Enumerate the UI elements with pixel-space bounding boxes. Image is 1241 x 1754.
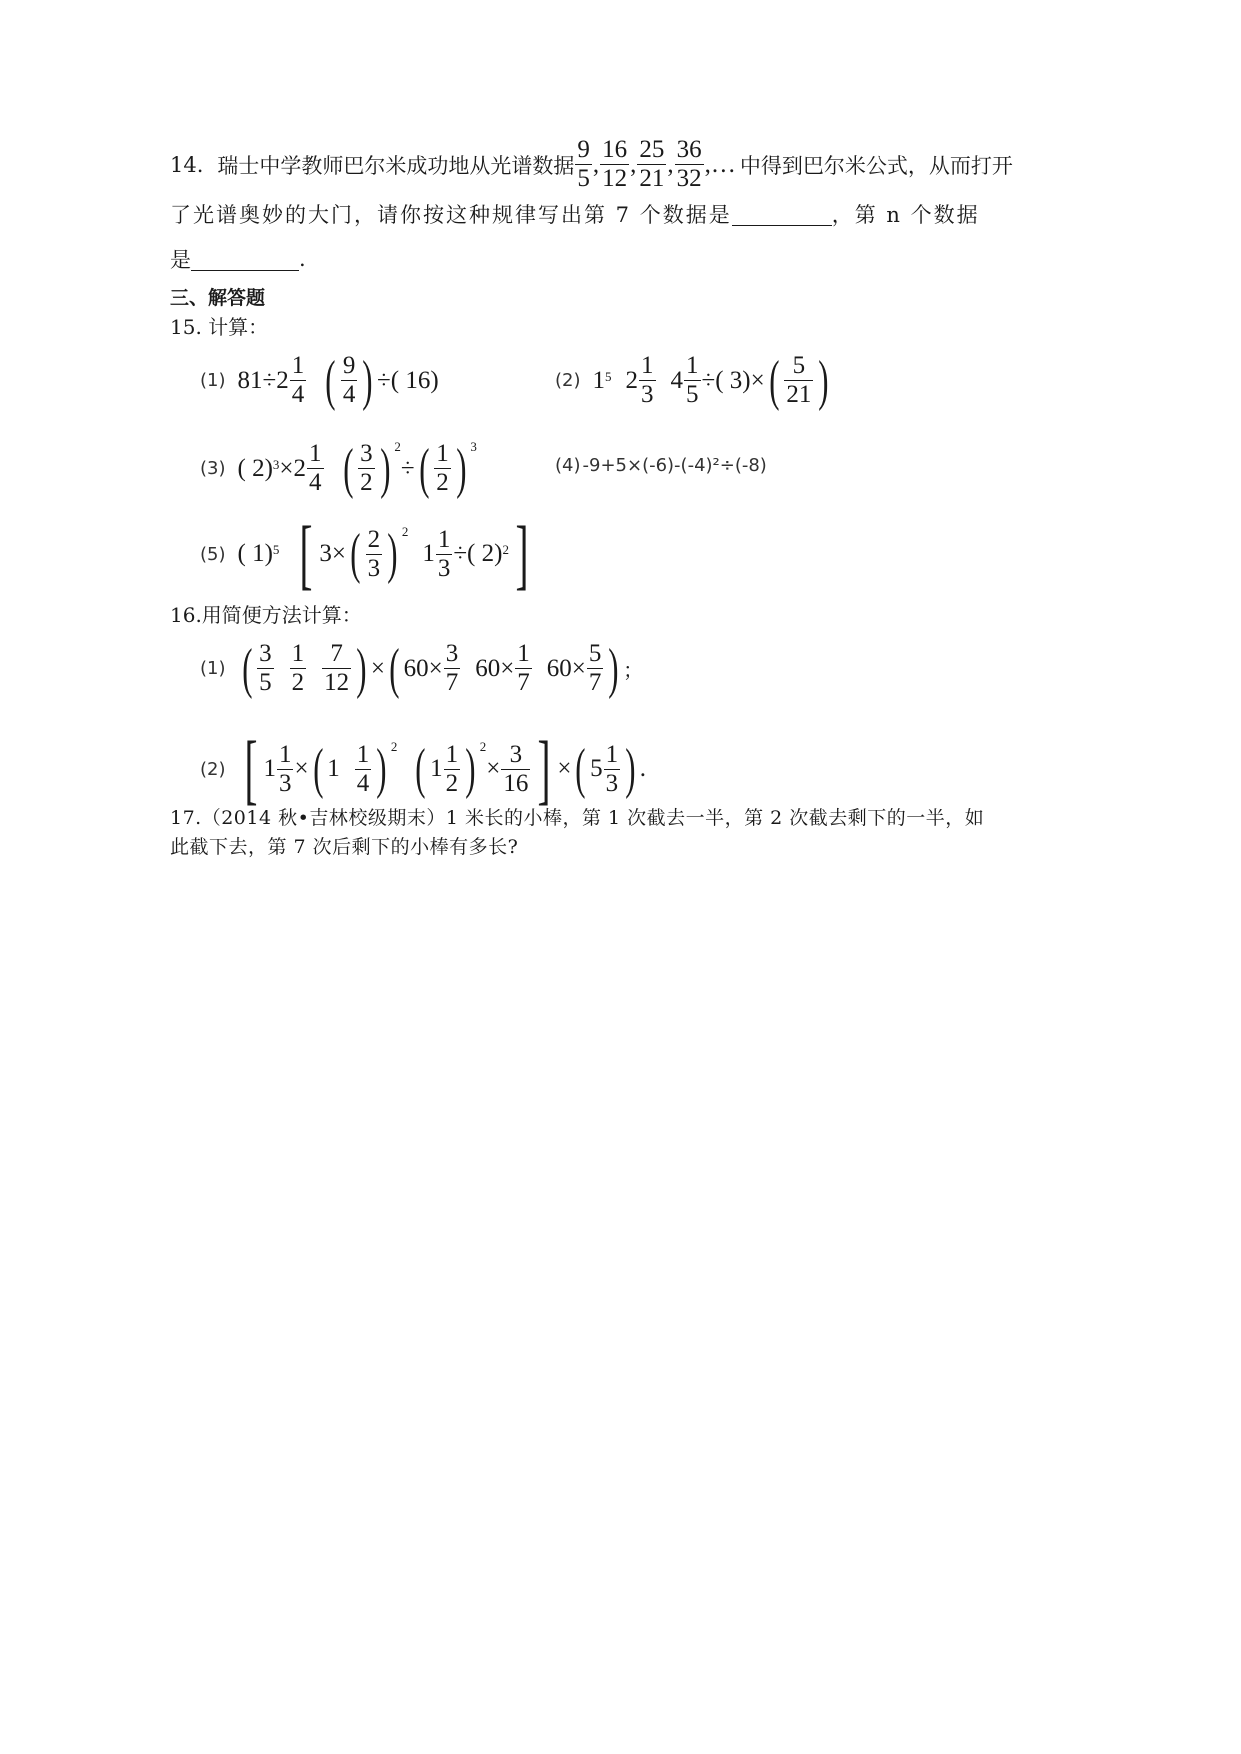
q15-part2: (2) 1 5 2 $\frac{1}{3}$ 4 $\frac{1}{5}$ ÷( 3)× ( $\frac{5}{21}$ ) (555, 349, 829, 412)
q17-line2: 此截下去，第 7 次后剩下的小棒有多长? (170, 836, 519, 858)
q16p1-frac-e: $\frac{1}{7}$ (517, 640, 530, 696)
q16p2-frac-c: $\frac{1}{2}$ (445, 740, 459, 797)
q15-part1: (1) 81÷2 $\frac{1}{4}$ ( $\frac{9}{4}$ ) ÷( 16) (200, 349, 439, 412)
q16-part1: (1) ( $\frac{3}{5}$ $\frac{1}{2}$ $\frac{7}{12}$ ) × ( 60× $\frac{3}{7}$ 60× $\frac{1}{7}$ 60× $\frac{5}{7}$ ) ； (200, 637, 644, 700)
q15p3-frac-a: $\frac{1}{4}$ (309, 440, 322, 496)
q14-text-after: 中得到巴尔米公式，从而打开 (739, 153, 1013, 178)
q14-ellipsis: ,… (704, 150, 736, 178)
q14-fraction-3: $\frac{25}{21}$ (639, 136, 665, 192)
q14-fraction-4: $\frac{36}{32}$ (676, 136, 702, 192)
q14-answer-blank-1[interactable] (732, 203, 832, 226)
q16-title: 16.用简便方法计算： (170, 603, 362, 627)
q15p3-frac-b: $\frac{3}{2}$ (360, 440, 373, 496)
q15-part4: (4) -9+5×(-6)-(-4)²÷(-8) (555, 455, 767, 476)
q14-text-before: 瑞士中学教师巴尔米成功地从光谱数据 (217, 153, 575, 178)
q16-part2: (2) [ 1 $\frac{1}{3}$ × ( 1 $\frac{1}{4}$ ) 2 ( 1 $\frac{1}{2}$ ) 2 × $\frac{3}{16}$ ] × ( 5 $\frac{1}{3}$ ) . (200, 725, 646, 812)
q14-line1: 14. 瑞士中学教师巴尔米成功地从光谱数据 $\frac{9}{5}$ , $\frac{16}{12}$ , $\frac{25}{21}$ , $\frac{36}{32}$ ,… 中得到巴尔米公式，从而打开 (170, 136, 1013, 192)
q15p5-frac-a: $\frac{2}{3}$ (367, 525, 381, 582)
q16p1-frac-a: $\frac{3}{5}$ (259, 640, 272, 696)
q15p2-frac-c: $\frac{5}{21}$ (786, 352, 812, 408)
q16p2-frac-d: $\frac{3}{16}$ (503, 740, 529, 797)
q15p5-frac-b: $\frac{1}{3}$ (437, 525, 451, 582)
section-title: 三、解答题 (170, 287, 266, 309)
q14-line3: 是 . (170, 247, 306, 272)
q16p1-frac-b: $\frac{1}{2}$ (291, 640, 305, 696)
q14-fraction-2: $\frac{16}{12}$ (602, 136, 628, 192)
q16p2-frac-b: $\frac{1}{4}$ (356, 740, 370, 797)
q16p2-frac-a: $\frac{1}{3}$ (278, 740, 292, 797)
q15-part3: (3) ( 2) 3 ×2 $\frac{1}{4}$ ( $\frac{3}{2}$ ) 2 ÷ ( $\frac{1}{2}$ ) 3 (200, 437, 477, 500)
q14-line2 (170, 199, 980, 229)
q15p1-frac-b: $\frac{9}{4}$ (342, 352, 356, 408)
q17-line1: 17.（2014 秋•吉林校级期末）1 米长的小棒，第 1 次截去一半，第 2 次截去剩下的一半，如 (170, 807, 985, 829)
q16p1-frac-d: $\frac{3}{7}$ (445, 640, 459, 696)
q15p1-frac-a: $\frac{1}{4}$ (291, 352, 305, 408)
q15p2-frac-b: $\frac{1}{5}$ (686, 352, 699, 408)
q16p2-frac-e: $\frac{1}{3}$ (605, 740, 619, 797)
q16p1-frac-f: $\frac{5}{7}$ (588, 640, 602, 696)
q14-number: 14. (170, 152, 204, 177)
q16p1-frac-c: $\frac{7}{12}$ (324, 640, 350, 696)
q15p2-frac-a: $\frac{1}{3}$ (641, 352, 654, 408)
q14-answer-blank-2[interactable] (191, 248, 299, 271)
q14-fraction-1: $\frac{9}{5}$ (577, 136, 590, 192)
q15p3-frac-c: $\frac{1}{2}$ (436, 440, 449, 496)
q14-line2-tail: ，第 n 个数据 (831, 203, 980, 227)
q14-line2-text: 了光谱奥妙的大门，请你按这种规律写出第 7 个数据是 (170, 203, 732, 227)
q15-title: 15. 计算： (170, 315, 269, 339)
q15-part5: (5) ( 1) 5 [ 3× ( $\frac{2}{3}$ ) 2 1 $\frac{1}{3}$ ÷( 2) 2 ] (200, 510, 529, 597)
